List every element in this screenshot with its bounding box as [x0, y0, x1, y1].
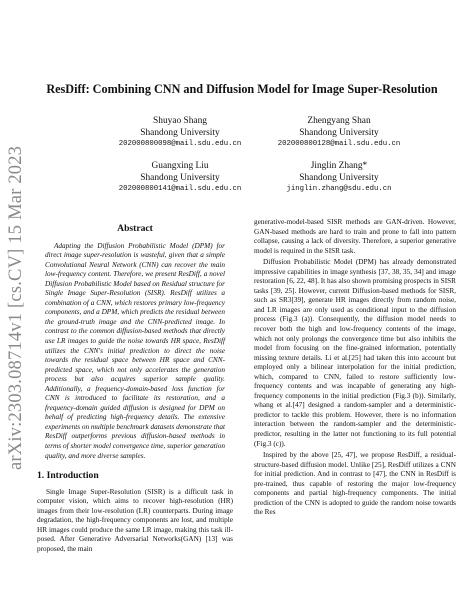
author-email[interactable]: 202000800141@mail.sdu.edu.cn: [118, 185, 242, 193]
author-block: [254, 115, 424, 150]
author-affiliation: Shandong University: [299, 128, 379, 138]
body-paragraph: generative-model-based SISR methods are GAN-driven. However, GAN-based methods are hard to train and prone to fall into pattern collapse, causing a lack of diversity. Therefore, a superior generative model is required in the SISR task.: [254, 218, 456, 255]
author-block: [95, 160, 265, 195]
section-heading-introduction: 1. Introduction: [37, 470, 99, 482]
left-column: [37, 218, 233, 555]
author-email[interactable]: jinglin.zhang@sdu.edu.cn: [286, 185, 392, 193]
paper-title: ResDiff: Combining CNN and Diffusion Model for Image Super-Resolution: [46, 82, 438, 96]
abstract-text: Adapting the Diffusion Probabilistic Model (DPM) for direct image super-resolution is wasteful, given that a simple Convolutional Neural Network (CNN) can recover the main low-frequency content. Therefore, we present ResDiff, a novel Diffusion Probabilistic Model based on Residual structure for Single Image Super-Resolution (SISR). ResDiff utilizes a combination of a CNN, which restores primary low-frequency components, and a DPM, which predicts the residual between the ground-truth image and the CNN-predicted image. In contrast to the common diffusion-based methods that directly use LR images to guide the noise towards HR space, ResDiff utilizes the CNN's initial prediction to direct the noise towards the residual space between HR space and CNN-predicted space, which not only accelerates the generation process but also acquires superior sample quality. Additionally, a frequency-domain-based loss function for CNN is introduced to facilitate its restoration, and a frequency-domain guided diffusion is designed for DPM on behalf of predicting high-frequency details. The extensive experiments on multiple benchmark datasets demonstrate that ResDiff outperforms previous diffusion-based methods in terms of shorter model convergence time, superior generation quality, and more diverse samples.: [45, 241, 226, 460]
author-email[interactable]: 202000800098@mail.sdu.edu.cn: [118, 140, 242, 148]
author-name: Jinglin Zhang*: [310, 161, 368, 171]
author-affiliation: Shandong University: [299, 173, 379, 183]
author-affiliation: Shandong University: [140, 128, 220, 138]
author-email[interactable]: 202000800128@mail.sdu.edu.cn: [277, 140, 401, 148]
abstract-heading: Abstract: [117, 223, 153, 234]
right-column: [254, 218, 456, 518]
author-name: Guangxing Liu: [151, 161, 209, 171]
arxiv-identifier[interactable]: arXiv:2303.08714v1 [cs.CV] 15 Mar 2023: [6, 145, 26, 470]
author-affiliation: Shandong University: [140, 173, 220, 183]
body-paragraph: Inspired by the above [25, 47], we propose ResDiff, a residual-structure-based diffusion model. Unlike [25], ResDiff utilizes a CNN for initial prediction. And in contrast to [47], the CNN in ResDiff is pre-trained, thus capable of restoring the major low-frequency components and partial high-frequency components. The initial prediction of the CNN is adopted to guide the random noise towards the Res: [254, 451, 456, 517]
author-name: Zhengyang Shan: [307, 116, 371, 126]
author-block: [95, 115, 265, 150]
intro-paragraph: Single Image Super-Resolution (SISR) is a difficult task in computer vision, which aims to recover high-resolution (HR) images from their low-resolution (LR) counterparts. During image degradation, the high-frequency components are lost, and multiple HR images could produce the same LR image, making this task ill-posed. After Generative Adversarial Networks(GAN) [13] was proposed, the main: [37, 487, 233, 553]
author-block: [254, 160, 424, 195]
author-name: Shuyao Shang: [153, 116, 207, 126]
body-paragraph: Diffusion Probabilistic Model (DPM) has already demonstrated impressive capabilities in image synthesis [37, 38, 35, 34] and image restoration [6, 22, 48]. It has also shown promising prospects in SISR tasks [39, 25]. However, current Diffusion-based methods for SISR, such as SR3[39], generate HR images directly from random noise, and LR images are only used as conditional input to the diffusion process (Fig.3 (a)). Consequently, the diffusion model needs to recover both the high and low-frequency contents of the image, which not only prolongs the convergence time but also inhibits the model from focusing on the fine-grained information, potentially missing texture details. Li et al.[25] had taken this into account but employed only a bilinear interpolation for the initial prediction, which, compared to CNN, failed to restore sufficiently low-frequency contents and was incapable of generating any high-frequency components in the initial prediction (Fig.3 (b)). Similarly, whang et al.[47] designed a random-sampler and a deterministic-predictor to tackle this problem. However, there is no information interaction between the random-sampler and the deterministic-predictor, resulting in the latter not functioning to its full potential (Fig.3 (c)).: [254, 258, 456, 448]
